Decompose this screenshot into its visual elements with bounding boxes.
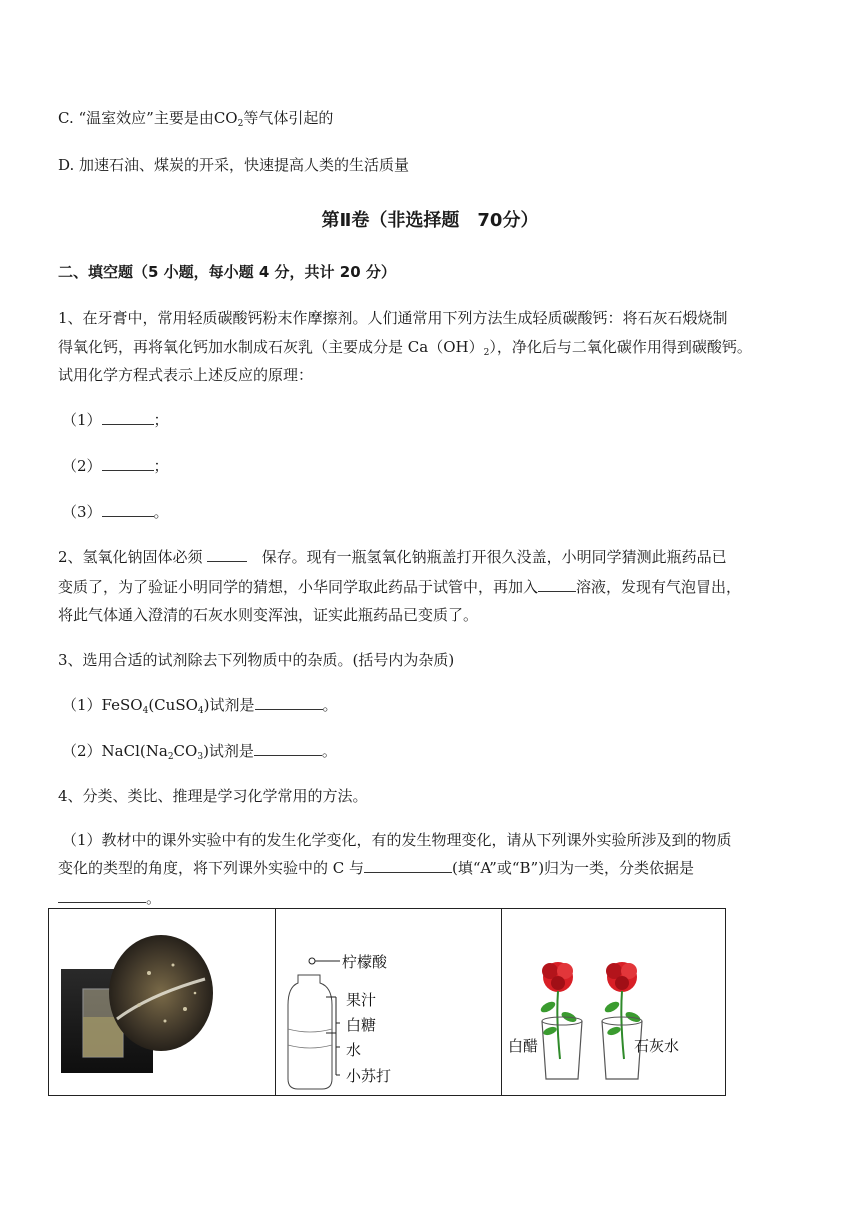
- part-title: 第Ⅱ卷（非选择题 70分）: [321, 210, 539, 231]
- q3-item1: [62, 695, 820, 721]
- q4-sub1-text-end: (填“A”或“B”)归为一类，分类依据是: [452, 859, 695, 877]
- q4-sub1-line2: [58, 858, 820, 878]
- option-c-text-end: 等气体引起的: [243, 109, 334, 127]
- q2-line2-text-end: 溶液，发现有气泡冒出，: [576, 578, 742, 596]
- q2-line2-text: 变质了，为了验证小明同学的猜想，小华同学取此药品于试管中，再加入: [58, 578, 539, 596]
- q1-line3: 试用化学方程式表示上述反应的原理：: [58, 366, 314, 384]
- q1-line2-text: 得氧化钙，再将氧化钙加水制成石灰乳（主要成分是 Ca（OH）: [58, 338, 484, 356]
- q3-line1: 3、选用合适的试剂除去下列物质中的杂质。(括号内为杂质): [58, 651, 455, 669]
- experiment-figure-table: [48, 908, 726, 1096]
- answer-blank[interactable]: [102, 502, 154, 517]
- q1-item3: [62, 502, 820, 522]
- answer-blank[interactable]: [207, 547, 247, 562]
- label-juice: 果汁: [346, 991, 377, 1009]
- q2-line1-text-end: 保存。现有一瓶氢氧化钠瓶盖打开很久没盖，小明同学猜测此瓶药品已: [261, 548, 727, 566]
- answer-blank[interactable]: [538, 577, 576, 592]
- q1-item1: [62, 410, 820, 430]
- answer-blank[interactable]: [58, 888, 146, 903]
- q3-item2-text: （2）NaCl(Na: [62, 742, 168, 760]
- answer-blank[interactable]: [255, 695, 323, 710]
- q1-item1-number: （1）: [62, 411, 102, 429]
- q2-line1: [58, 547, 820, 567]
- q4-sub1-punct: 。: [146, 889, 162, 907]
- beaker-photo: [49, 909, 273, 1095]
- q3-item2-punct: 。: [321, 742, 337, 760]
- answer-blank[interactable]: [364, 858, 452, 873]
- rose-experiment: [502, 909, 726, 1095]
- q4-sub1-line1: （1）教材中的课外实验中有的发生化学变化，有的发生物理变化，请从下列课外实验所涉及到的物质: [62, 831, 732, 849]
- q1-item2: [62, 456, 820, 476]
- q2-line1-text: 2、氢氧化钠固体必须: [58, 548, 203, 566]
- q2-line3: 将此气体通入澄清的石灰水则变浑浊，证实此瓶药品已变质了。: [58, 606, 479, 624]
- label-limewater: 石灰水: [634, 1037, 680, 1055]
- q3-item2: [62, 741, 820, 767]
- label-white-vinegar: 白醋: [508, 1037, 539, 1055]
- label-citric-acid: 柠檬酸: [342, 953, 388, 971]
- answer-blank[interactable]: [102, 410, 154, 425]
- q1-item2-number: （2）: [62, 457, 102, 475]
- option-c-text: C. “温室效应”主要是由CO: [58, 109, 238, 127]
- option-c: [58, 108, 820, 134]
- q4-sub1-line3: [58, 888, 820, 908]
- subscript: 4: [197, 706, 204, 716]
- figure-cell-a: [49, 909, 275, 1095]
- q4-sub1-text: 变化的类型的角度，将下列课外实验中的 C 与: [58, 859, 365, 877]
- q3-item1-text: (CuSO: [148, 696, 198, 714]
- subscript: 3: [197, 752, 204, 762]
- label-baking-soda: 小苏打: [346, 1067, 392, 1085]
- label-sugar: 白糖: [346, 1016, 377, 1034]
- citric-acid-pellet-icon: [309, 958, 315, 964]
- q1-item2-punct: ；: [153, 457, 169, 475]
- rose-icon: [539, 962, 578, 1059]
- q3-item2-text: )试剂是: [203, 742, 254, 760]
- figure-cell-b: [275, 909, 501, 1095]
- subscript: 2: [167, 752, 174, 762]
- q1-line1: 1、在牙膏中，常用轻质碳酸钙粉末作摩擦剂。人们通常用下列方法生成轻质碳酸钙：将石灰石煅烧制: [58, 309, 728, 327]
- q1-item3-punct: 。: [153, 503, 169, 521]
- figure-cell-c: [501, 909, 725, 1095]
- subscript: 4: [142, 706, 149, 716]
- answer-blank[interactable]: [254, 741, 322, 756]
- option-c-subscript: 2: [237, 119, 244, 129]
- option-d: D. 加速石油、煤炭的开采，快速提高人类的生活质量: [58, 156, 410, 174]
- q3-item1-punct: 。: [322, 696, 338, 714]
- q1-item3-number: （3）: [62, 503, 102, 521]
- q3-item1-text: )试剂是: [203, 696, 255, 714]
- q3-item1-text: （1）FeSO: [62, 696, 143, 714]
- q1-line2-subscript: 2: [483, 348, 490, 358]
- q4-line1: 4、分类、类比、推理是学习化学常用的方法。: [58, 787, 368, 805]
- q2-line2: [58, 577, 820, 597]
- label-water: 水: [346, 1041, 362, 1059]
- q1-line2: [58, 337, 820, 363]
- q1-item1-punct: ；: [153, 411, 169, 429]
- q3-item2-text: CO: [173, 742, 198, 760]
- section-heading: 二、填空题（5 小题，每小题 4 分，共计 20 分）: [58, 263, 396, 281]
- answer-blank[interactable]: [102, 456, 154, 471]
- q1-line2-text-end: ），净化后与二氧化碳作用得到碳酸钙。: [489, 338, 752, 356]
